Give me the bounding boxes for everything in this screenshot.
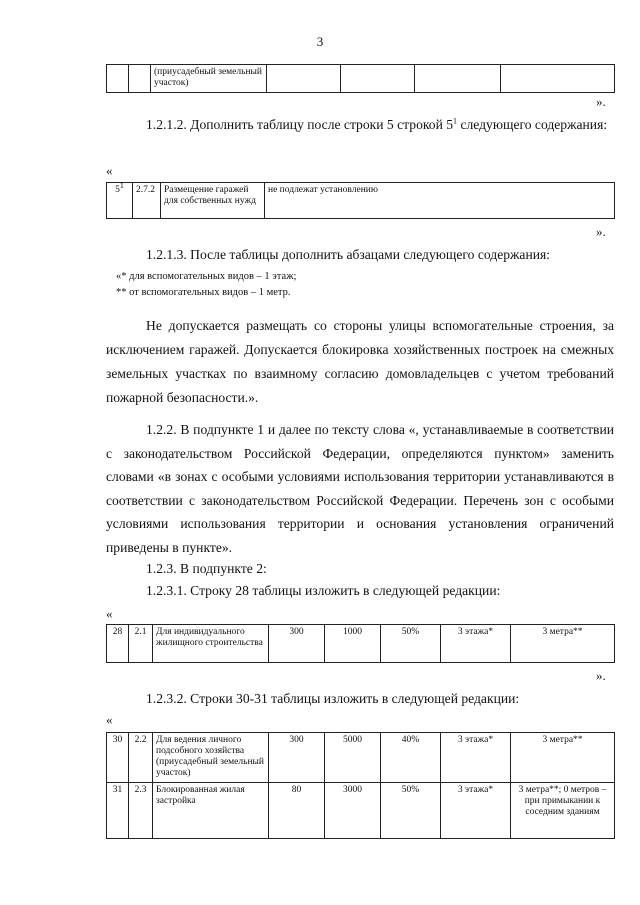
table-row [107, 733, 615, 783]
row-value: не подлежат установлению [265, 183, 615, 219]
row-code: 2.7.2 [133, 183, 161, 219]
table-row-5-1 [106, 182, 615, 219]
row-floors: 3 этажа* [441, 733, 511, 783]
row-percent: 40% [381, 733, 441, 783]
quote-open: « [106, 712, 113, 727]
note-1: «* для вспомогательных видов – 1 этаж; [116, 271, 297, 282]
row-number: 28 [107, 625, 129, 663]
table-cell: (приусадебный земельный участок) [151, 65, 267, 93]
note-2: ** от вспомогательных видов – 1 метр. [116, 287, 291, 298]
row-floors: 3 этажа* [441, 625, 511, 663]
table-row [107, 183, 615, 219]
paragraph-1213: 1.2.1.3. После таблицы дополнить абзацами следующего содержания: [146, 247, 551, 262]
row-name: Для индивидуального жилищного строительства [153, 625, 269, 663]
row-code: 2.2 [129, 733, 153, 783]
quote-open: « [106, 606, 113, 621]
paragraph-1232: 1.2.3.2. Строки 30-31 таблицы изложить в следующей редакции: [146, 691, 520, 706]
row-name: Размещение гаражей для собственных нужд [161, 183, 265, 219]
row-min-area: 300 [269, 625, 325, 663]
row-number: 30 [107, 733, 129, 783]
row-max-area: 3000 [325, 783, 381, 839]
row-number: 31 [107, 783, 129, 839]
paragraph-1212: 1.2.1.2. Дополнить таблицу после строки 5 строкой $5^1$ следующего содержания: [146, 116, 608, 132]
row-number: $5^1$ [107, 183, 133, 219]
paragraph-123: 1.2.3. В подпункте 2: [146, 561, 267, 576]
row-indent: 3 метра** [511, 733, 615, 783]
row-indent: 3 метра**; 0 метров – при примыкании к соседним зданиям [511, 783, 615, 839]
table-row-28 [106, 624, 615, 663]
row-min-area: 80 [269, 783, 325, 839]
page-number: 3 [316, 34, 324, 49]
table-row [107, 65, 615, 93]
row-code: 2.1 [129, 625, 153, 663]
row-indent: 3 метра** [511, 625, 615, 663]
row-percent: 50% [381, 783, 441, 839]
quote-close: ». [596, 224, 606, 239]
quote-open: « [106, 163, 113, 178]
row-name: Для ведения личного подсобного хозяйства (приусадебный земельный участок) [153, 733, 269, 783]
quote-close: ». [596, 668, 606, 683]
table-rows-30-31 [106, 732, 615, 839]
paragraph-a: Не допускается размещать со стороны улицы вспомогательные строения, за исключением гаражей. Допускается блокировка хозяйственных построек на смежных земельных участках по взаимному согласию домовладельцев с учетом требований пожарной безопасности.». [106, 318, 614, 405]
row-max-area: 5000 [325, 733, 381, 783]
table-row [107, 625, 615, 663]
quote-close: ». [596, 94, 606, 109]
table-row [107, 783, 615, 839]
row-percent: 50% [381, 625, 441, 663]
paragraph-b: 1.2.2. В подпункте 1 и далее по тексту слова «, устанавливаемые в соответствии с законодательством Российской Федерации, определяются пунктом» заменить словами «в зонах с особыми условиями использования территории устанавливаются в соответствии с законодательством Российской Федерации. Перечень зон с особыми условиями использования территории и основания установления ограничений приведены в пункте». [106, 422, 614, 555]
table-fragment-top [106, 64, 615, 93]
paragraph-1231: 1.2.3.1. Строку 28 таблицы изложить в следующей редакции: [146, 583, 501, 598]
row-name: Блокированная жилая застройка [153, 783, 269, 839]
row-min-area: 300 [269, 733, 325, 783]
row-code: 2.3 [129, 783, 153, 839]
row-max-area: 1000 [325, 625, 381, 663]
row-floors: 3 этажа* [441, 783, 511, 839]
